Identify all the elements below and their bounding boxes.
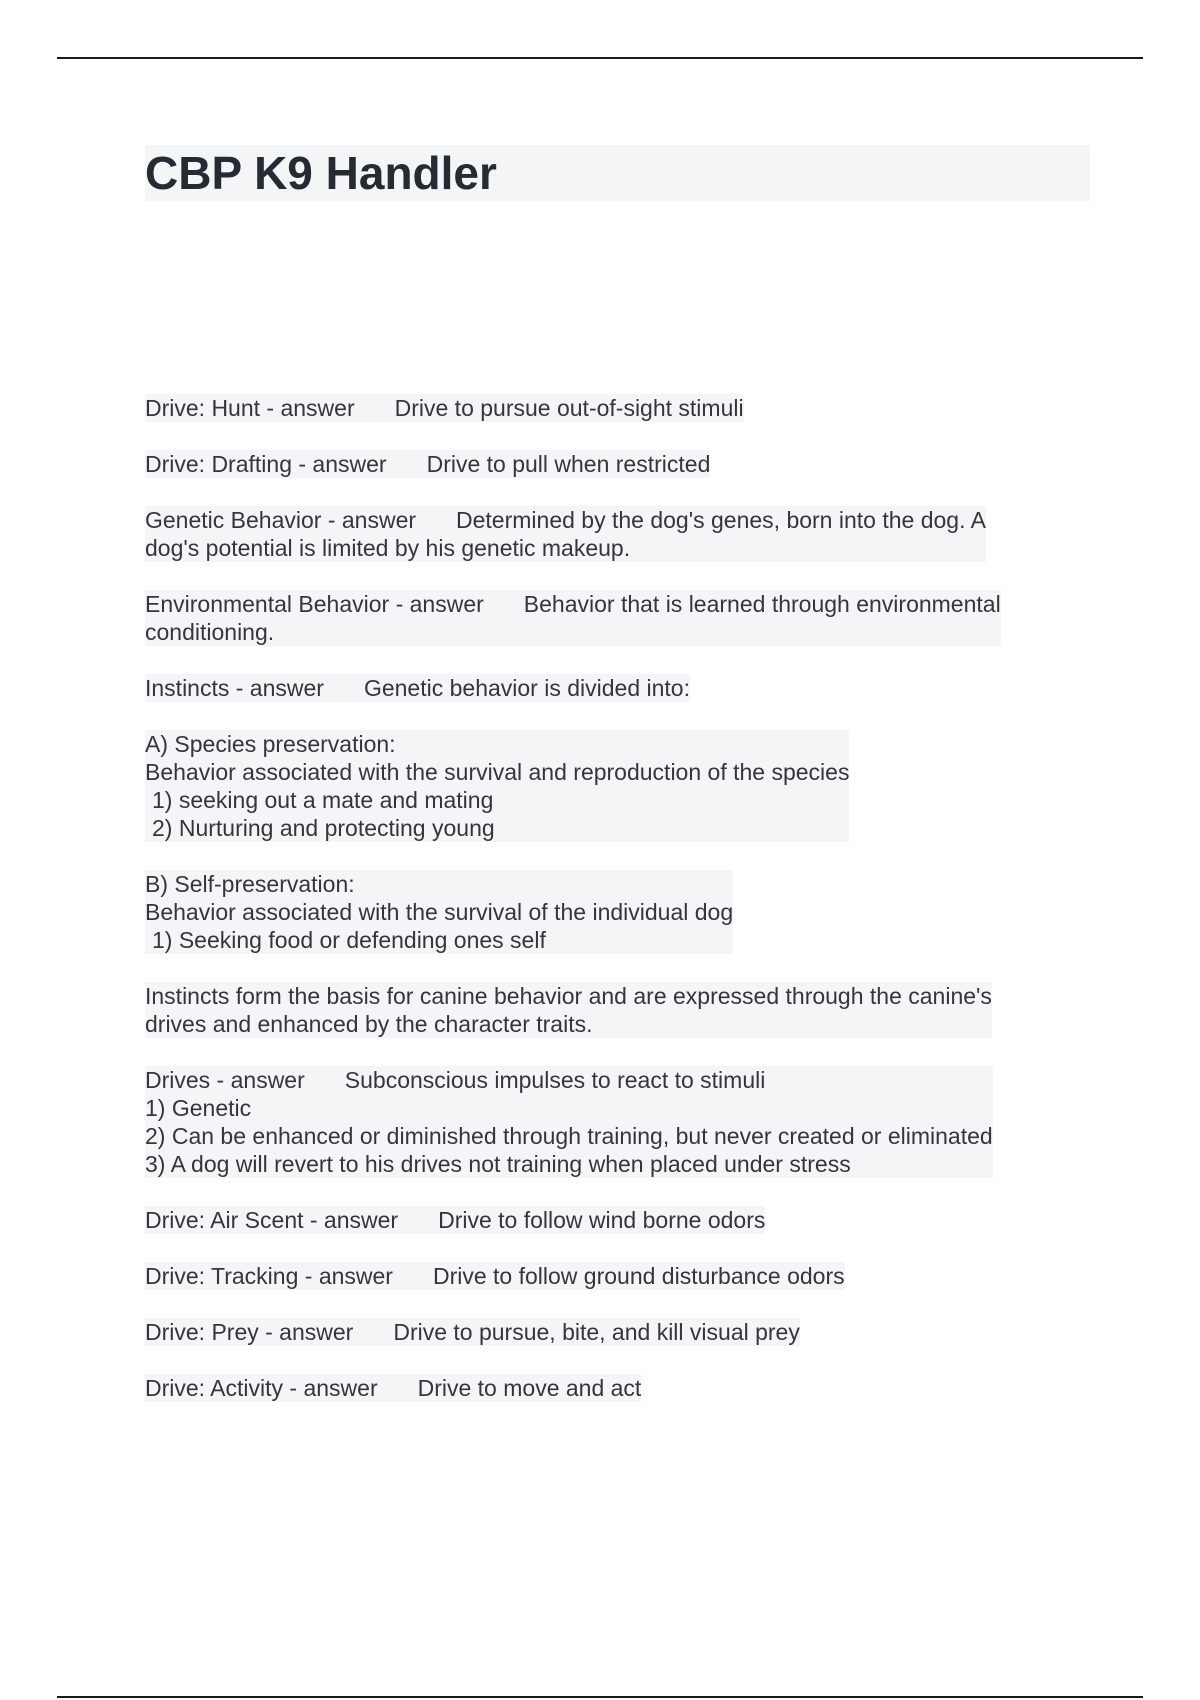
definition: Drive to pull when restricted bbox=[426, 451, 711, 477]
definition-continued: conditioning. bbox=[145, 619, 275, 645]
list-item: 3) A dog will revert to his drives not training when placed under stress bbox=[145, 1151, 851, 1177]
self-heading: B) Self-preservation: bbox=[145, 871, 355, 897]
term: Drive: Prey - answer bbox=[145, 1319, 354, 1345]
species-preservation-section bbox=[145, 730, 849, 842]
flashcard-drafting bbox=[145, 450, 710, 478]
term: Genetic Behavior - answer bbox=[145, 507, 417, 533]
term: Drives - answer bbox=[145, 1067, 305, 1093]
species-description: Behavior associated with the survival and reproduction of the species bbox=[145, 759, 850, 785]
self-preservation-section bbox=[145, 870, 733, 954]
summary-line: Instincts form the basis for canine behavior and are expressed through the canine's bbox=[145, 983, 992, 1009]
definition: Drive to follow ground disturbance odors bbox=[432, 1263, 845, 1289]
list-item: 1) Seeking food or defending ones self bbox=[152, 927, 546, 953]
summary-line: drives and enhanced by the character traits. bbox=[145, 1011, 593, 1037]
term: Environmental Behavior - answer bbox=[145, 591, 484, 617]
definition: Drive to follow wind borne odors bbox=[438, 1207, 766, 1233]
term: Drive: Activity - answer bbox=[145, 1375, 378, 1401]
list-item: 2) Nurturing and protecting young bbox=[152, 815, 495, 841]
definition: Genetic behavior is divided into: bbox=[363, 675, 690, 701]
definition: Behavior that is learned through environmental bbox=[523, 591, 1001, 617]
flashcard-genetic-behavior bbox=[145, 506, 986, 562]
title-box bbox=[145, 145, 1090, 201]
flashcard-hunt bbox=[145, 394, 744, 422]
flashcard-list bbox=[145, 394, 1105, 1430]
term: Drive: Hunt - answer bbox=[145, 395, 355, 421]
bottom-rule bbox=[57, 1696, 1143, 1698]
definition: Determined by the dog's genes, born into the dog. A bbox=[456, 507, 986, 533]
flashcard-air-scent bbox=[145, 1206, 765, 1234]
term: Drive: Tracking - answer bbox=[145, 1263, 393, 1289]
definition-continued: dog's potential is limited by his genetic makeup. bbox=[145, 535, 631, 561]
instincts-summary bbox=[145, 982, 992, 1038]
list-item: 2) Can be enhanced or diminished through training, but never created or eliminated bbox=[145, 1123, 993, 1149]
flashcard-prey bbox=[145, 1318, 800, 1346]
flashcard-environmental-behavior bbox=[145, 590, 1001, 646]
list-item: 1) seeking out a mate and mating bbox=[152, 787, 494, 813]
definition: Drive to pursue out-of-sight stimuli bbox=[394, 395, 744, 421]
species-heading: A) Species preservation: bbox=[145, 731, 396, 757]
page-title: CBP K9 Handler bbox=[145, 147, 497, 199]
flashcard-drives bbox=[145, 1066, 993, 1178]
list-item: 1) Genetic bbox=[145, 1095, 252, 1121]
definition: Drive to pursue, bite, and kill visual prey bbox=[393, 1319, 800, 1345]
top-rule bbox=[57, 57, 1143, 59]
definition: Drive to move and act bbox=[417, 1375, 642, 1401]
term: Drive: Air Scent - answer bbox=[145, 1207, 399, 1233]
flashcard-activity bbox=[145, 1374, 641, 1402]
term: Drive: Drafting - answer bbox=[145, 451, 387, 477]
definition: Subconscious impulses to react to stimuli bbox=[344, 1067, 766, 1093]
term: Instincts - answer bbox=[145, 675, 324, 701]
flashcard-instincts bbox=[145, 674, 690, 702]
self-description: Behavior associated with the survival of the individual dog bbox=[145, 899, 734, 925]
flashcard-tracking bbox=[145, 1262, 845, 1290]
